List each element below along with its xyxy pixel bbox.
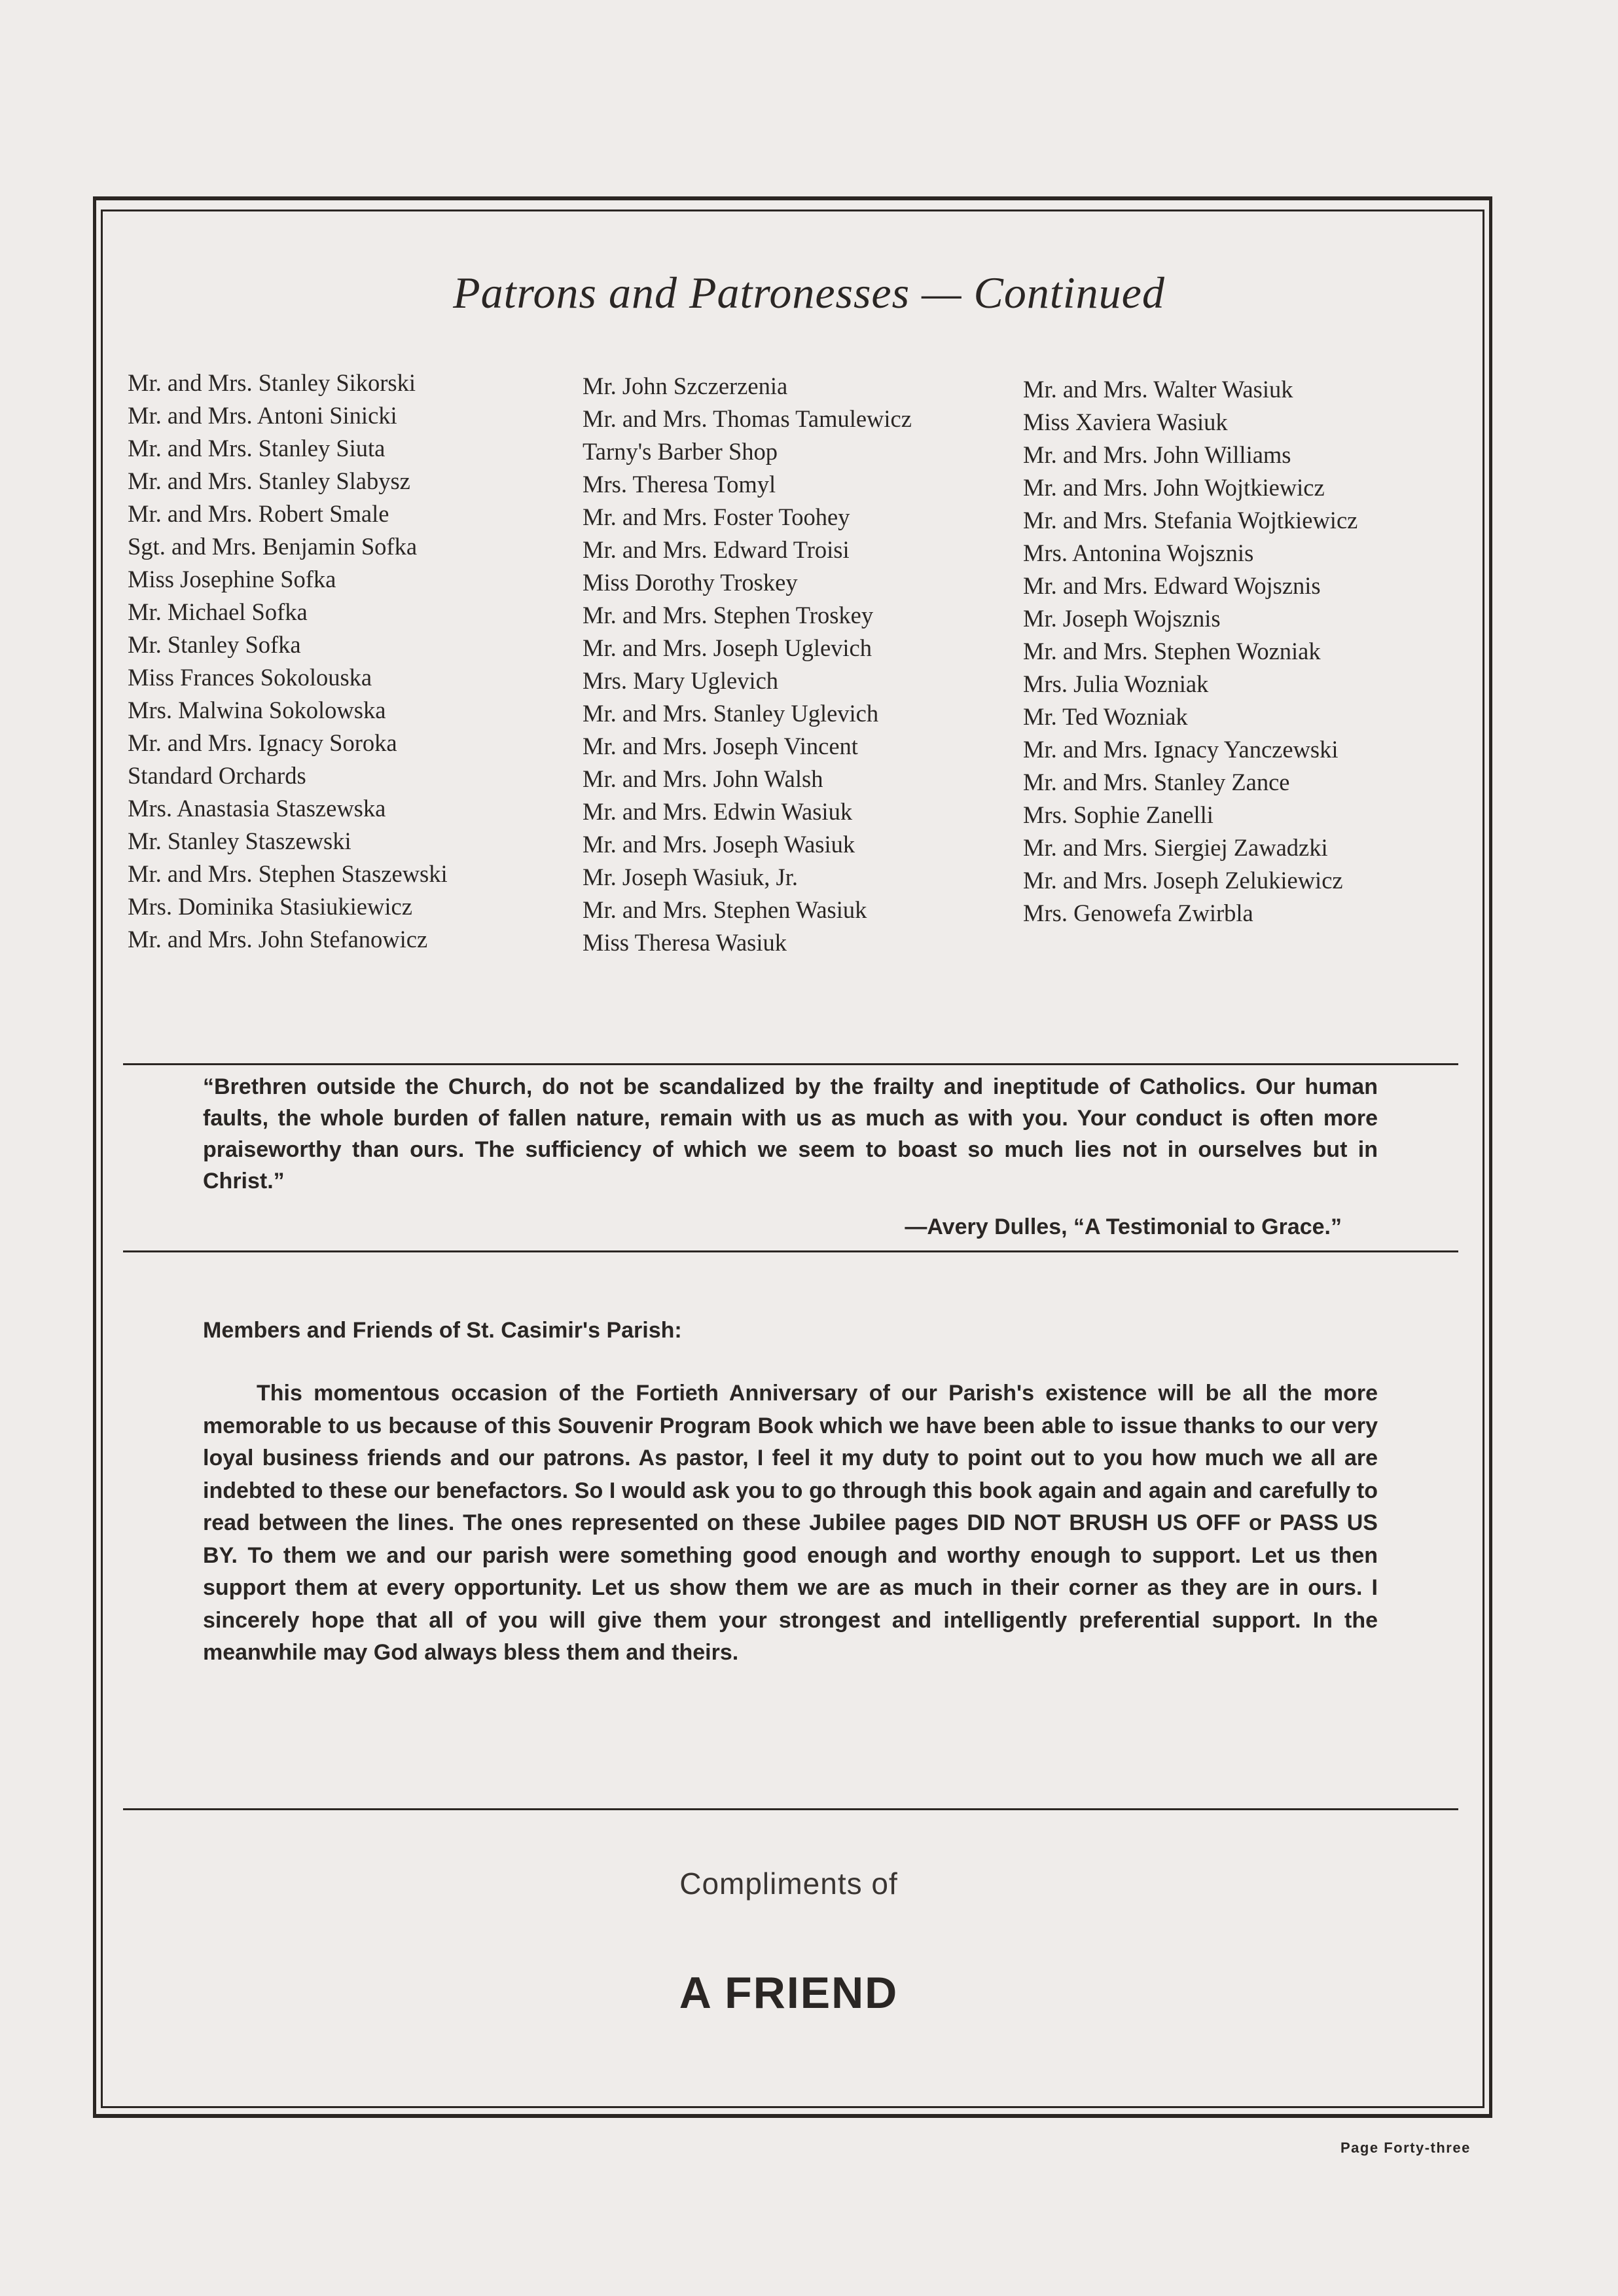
patron-entry: Mr. and Mrs. Ignacy Yanczewski (1023, 736, 1339, 763)
patron-entry: Tarny's Barber Shop (583, 438, 778, 465)
patron-entry: Miss Xaviera Wasiuk (1023, 409, 1228, 435)
patron-column-2 (583, 370, 912, 959)
patron-entry: Mrs. Dominika Stasiukiewicz (128, 893, 412, 920)
patron-entry: Mr. and Mrs. Joseph Zelukiewicz (1023, 867, 1343, 894)
patron-entry: Mrs. Genowefa Zwirbla (1023, 900, 1253, 926)
letter-salutation: Members and Friends of St. Casimir's Parish: (203, 1318, 682, 1343)
patron-entry: Mrs. Malwina Sokolowska (128, 697, 386, 723)
patron-entry: Mr. and Mrs. Edward Wojsznis (1023, 572, 1321, 599)
patron-entry: Mrs. Anastasia Staszewska (128, 795, 386, 822)
patron-entry: Mr. Michael Sofka (128, 598, 308, 625)
patron-entry: Mr. and Mrs. John Wojtkiewicz (1023, 474, 1325, 501)
patron-entry: Mr. Stanley Staszewski (128, 828, 351, 854)
patron-entry: Mr. and Mrs. Thomas Tamulewicz (583, 405, 912, 432)
patron-entry: Mr. and Mrs. Stephen Wasiuk (583, 896, 867, 923)
divider-rule (123, 1250, 1458, 1252)
patron-entry: Mr. and Mrs. Edwin Wasiuk (583, 798, 853, 825)
patron-entry: Mr. Joseph Wojsznis (1023, 605, 1221, 632)
patron-entry: Mr. and Mrs. Stanley Zance (1023, 769, 1290, 795)
page-title: Patrons and Patronesses — Continued (453, 268, 1165, 318)
patron-entry: Mr. and Mrs. Stephen Wozniak (1023, 638, 1321, 665)
patron-entry: Mr. and Mrs. John Stefanowicz (128, 926, 428, 953)
patron-entry: Mrs. Antonina Wojsznis (1023, 539, 1254, 566)
patron-entry: Mr. and Mrs. Stephen Troskey (583, 602, 874, 629)
quote-attribution: —Avery Dulles, “A Testimonial to Grace.” (905, 1214, 1342, 1239)
compliments-line: Compliments of (679, 1867, 898, 1901)
patron-entry: Mrs. Theresa Tomyl (583, 471, 776, 498)
patron-entry: Mr. Ted Wozniak (1023, 703, 1188, 730)
patron-entry: Mr. and Mrs. Stephen Staszewski (128, 860, 448, 887)
page-number: Page Forty-three (1340, 2140, 1471, 2156)
patron-entry: Sgt. and Mrs. Benjamin Sofka (128, 533, 418, 560)
divider-rule (123, 1063, 1458, 1065)
patron-entry: Mr. and Mrs. Robert Smale (128, 500, 389, 527)
patron-entry: Mr. and Mrs. Joseph Vincent (583, 733, 858, 759)
patron-entry: Mr. Joseph Wasiuk, Jr. (583, 864, 798, 890)
patron-entry: Mr. and Mrs. Joseph Uglevich (583, 634, 872, 661)
patron-entry: Mrs. Sophie Zanelli (1023, 801, 1214, 828)
patron-entry: Mr. and Mrs. Joseph Wasiuk (583, 831, 855, 858)
patron-entry: Mr. and Mrs. Ignacy Soroka (128, 729, 397, 756)
patron-entry: Mr. and Mrs. Stanley Uglevich (583, 700, 879, 727)
patron-entry: Mrs. Julia Wozniak (1023, 670, 1209, 697)
compliments-name: A FRIEND (679, 1968, 899, 2018)
patron-entry: Mrs. Mary Uglevich (583, 667, 779, 694)
patron-entry: Miss Theresa Wasiuk (583, 929, 787, 956)
quote-text: “Brethren outside the Church, do not be scandalized by the frailty and ineptitude of Catholics. Our human faults, the whole burden of fallen nature, remain with us as much as with you. Your conduct is often more praiseworthy than ours. The sufficiency of which we seem to boast so much lies not in ourselves but in Christ.” (203, 1074, 1378, 1194)
patron-entry: Mr. and Mrs. Antoni Sinicki (128, 402, 397, 429)
patron-entry: Mr. and Mrs. Stanley Sikorski (128, 369, 416, 396)
patron-entry: Miss Frances Sokolouska (128, 664, 372, 691)
patron-entry: Mr. and Mrs. Stanley Siuta (128, 435, 386, 462)
patron-entry: Mr. and Mrs. Stanley Slabysz (128, 467, 410, 494)
patron-entry: Mr. and Mrs. Stefania Wojtkiewicz (1023, 507, 1358, 534)
patron-entry: Standard Orchards (128, 762, 306, 789)
patron-entry: Mr. and Mrs. Edward Troisi (583, 536, 850, 563)
patron-entry: Mr. Stanley Sofka (128, 631, 301, 658)
patron-column-3 (1023, 373, 1357, 930)
divider-rule (123, 1808, 1458, 1810)
patron-entry: Mr. and Mrs. Siergiej Zawadzki (1023, 834, 1328, 861)
patron-entry: Mr. and Mrs. Foster Toohey (583, 503, 850, 530)
patron-column-1 (128, 367, 448, 956)
patron-entry: Mr. and Mrs. Walter Wasiuk (1023, 376, 1293, 403)
patron-entry: Miss Dorothy Troskey (583, 569, 798, 596)
patron-entry: Mr. and Mrs. John Walsh (583, 765, 823, 792)
patron-entry: Mr. and Mrs. John Williams (1023, 441, 1291, 468)
patron-entry: Miss Josephine Sofka (128, 566, 336, 592)
patron-entry: Mr. John Szczerzenia (583, 373, 788, 399)
letter-body: This momentous occasion of the Fortieth Anniversary of our Parish's existence will be all the more memorable to us because of this Souvenir Program Book which we have been able to issue thanks to our very loyal business friends and our patrons. As pastor, I feel it my duty to point out to you how much we all are indebted to these our benefactors. So I would ask you to go through this book again and again and carefully to read between the lines. The ones represented on these Jubilee pages DID NOT BRUSH US OFF or PASS US BY. To them we and our parish were something good enough and worthy enough to support. Let us then support them at every opportunity. Let us show them we are as much in their corner as they are in ours. I sincerely hope that all of you will give them your strongest and intelligently preferential support. In the meanwhile may God always bless them and theirs. (203, 1381, 1378, 1665)
